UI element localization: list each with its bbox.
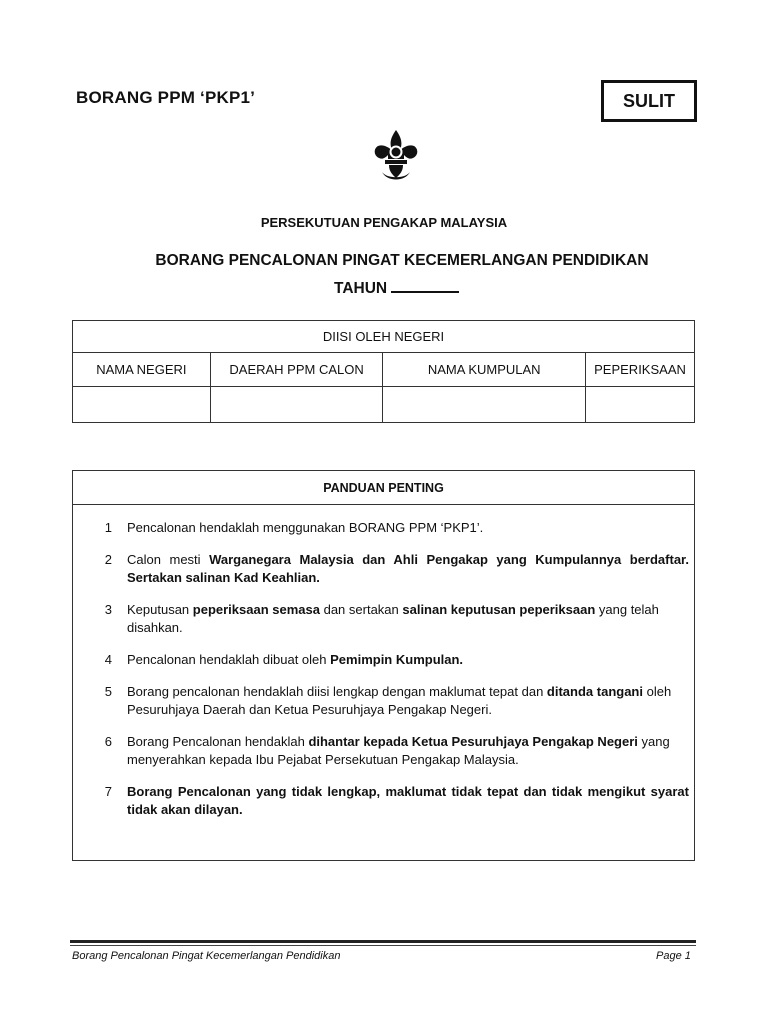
guide-item-emphasis: peperiksaan semasa [192,602,320,617]
footer-form-name: Borang Pencalonan Pingat Kecemerlangan Pendidikan [72,950,341,962]
guide-item [73,551,694,587]
guide-item-text [127,651,689,669]
column-header-group-name: NAMA KUMPULAN [383,353,586,387]
guide-item [73,683,694,719]
guide-item-number: 1 [104,520,112,535]
important-guide-box [72,470,695,861]
state-name-field[interactable] [73,387,211,423]
guide-item-run: Borang Pencalonan hendaklah [127,734,309,749]
column-header-examination: PEPERIKSAAN [586,353,695,387]
guide-item-text [127,683,689,719]
column-header-district: DAERAH PPM CALON [210,353,383,387]
guide-heading: PANDUAN PENTING [73,471,694,505]
guide-item-text [127,601,689,637]
guide-item-text [127,783,689,819]
classification-badge [601,80,697,122]
guide-item-number: 6 [104,734,112,749]
guide-item-run: oleh Pesuruhjaya Daerah dan Ketua Pesuruhjaya Pengakap Negeri. [127,684,672,717]
guide-item-text [127,733,689,769]
page-number: Page 1 [656,950,691,962]
state-table-heading: DIISI OLEH NEGERI [73,321,695,353]
guide-item-number: 4 [104,652,112,667]
guide-item [73,783,694,819]
guide-item-number: 5 [104,684,112,699]
year-blank-field[interactable] [391,277,459,293]
guide-item-emphasis: Pemimpin Kumpulan. [330,652,464,667]
footer-rule [70,940,696,943]
district-field[interactable] [210,387,383,423]
guide-item-run: Pencalonan hendaklah menggunakan BORANG PPM ‘PKP1’. [127,520,484,535]
guide-item-run: Pencalonan hendaklah dibuat oleh [127,652,331,667]
year-label: TAHUN [334,280,388,297]
examination-field[interactable] [586,387,695,423]
guide-item-emphasis: Borang Pencalonan yang tidak lengkap, maklumat tidak tepat dan tidak mengikut syarat tidak akan dilayan. [127,784,689,817]
guide-item [73,733,694,769]
guide-item-emphasis: salinan keputusan peperiksaan [402,602,596,617]
guide-item-emphasis: dihantar kepada Ketua Pesuruhjaya Pengakap Negeri [308,734,638,749]
group-name-field[interactable] [383,387,586,423]
guide-item-run: dan sertakan [319,602,403,617]
guide-item-emphasis: Warganegara Malaysia dan Ahli Pengakap yang Kumpulannya berdaftar. Sertakan salinan Kad Keahlian. [127,552,690,585]
organization-name: PERSEKUTUAN PENGAKAP MALAYSIA [260,215,508,230]
guide-item [73,651,694,669]
guide-item-run: Calon mesti [127,552,210,567]
state-info-table [72,320,695,423]
guide-item-number: 2 [104,552,112,567]
year-line [334,277,459,298]
guide-item-number: 7 [104,784,112,799]
guide-item-run: Keputusan [127,602,193,617]
footer-rule-thin [70,945,696,946]
guide-item-run: yang menyerahkan kepada Ibu Pejabat Persekutuan Pengakap Malaysia. [127,734,670,767]
column-header-state-name: NAMA NEGERI [73,353,211,387]
guide-item-number: 3 [104,602,112,617]
guide-item [73,601,694,637]
guide-list [73,505,694,819]
guide-item-run: yang telah disahkan. [127,602,659,635]
guide-item-text [127,519,689,537]
guide-item-run: Borang pencalonan hendaklah diisi lengkap dengan maklumat tepat dan [127,684,547,699]
scout-emblem-icon [370,128,422,188]
form-title: BORANG PENCALONAN PINGAT KECEMERLANGAN PENDIDIKAN [155,252,649,269]
classification-label: SULIT [623,90,675,111]
form-code: BORANG PPM ‘PKP1’ [76,88,256,107]
guide-item [73,519,694,537]
guide-item-emphasis: ditanda tangani [546,684,643,699]
guide-item-text [127,551,689,587]
